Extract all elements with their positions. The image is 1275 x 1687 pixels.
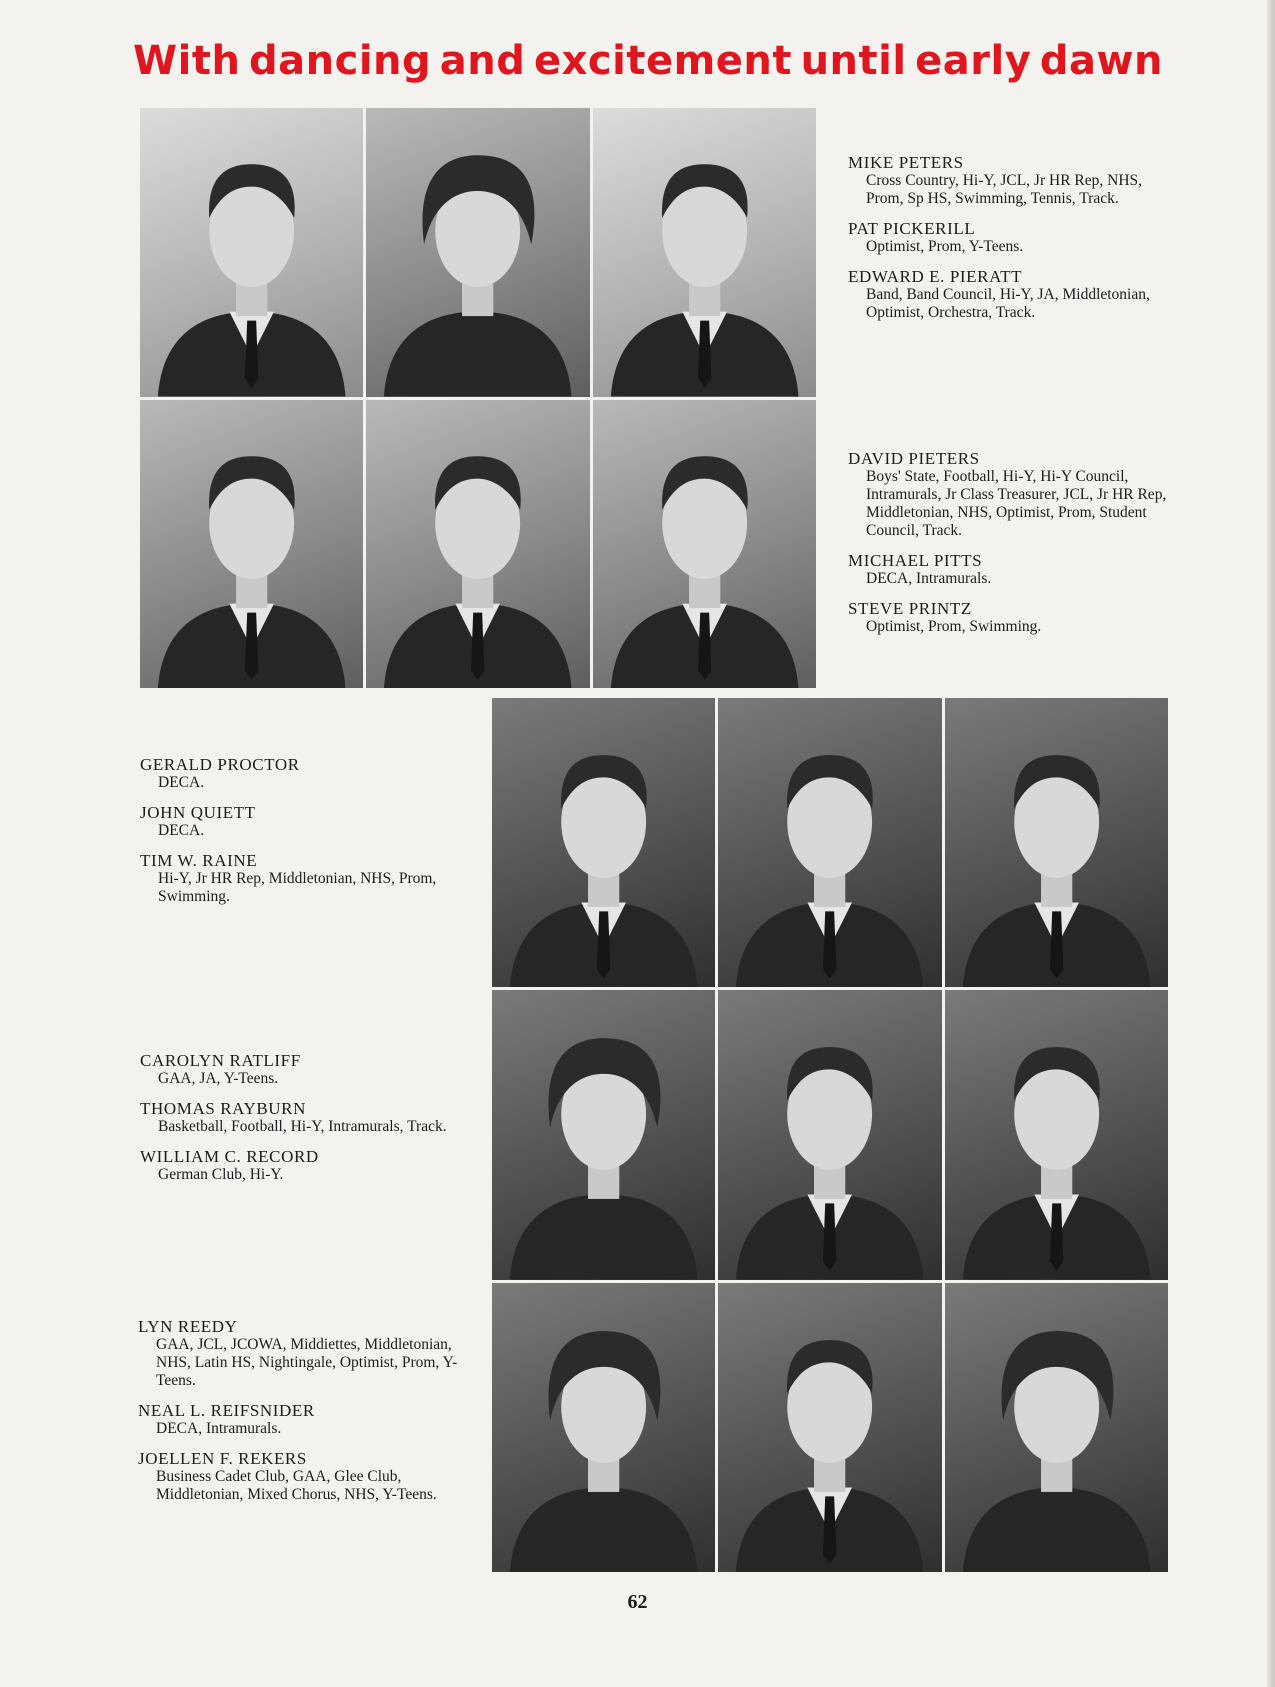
student-portrait bbox=[492, 1283, 715, 1572]
student-portrait bbox=[593, 108, 816, 397]
student-entry bbox=[140, 1052, 470, 1088]
student-activities: Boys' State, Football, Hi-Y, Hi-Y Council, Intramurals, Jr Class Treasurer, JCL, Jr HR Rep, Middletonian, NHS, Optimist, Prom, Student Council, Track. bbox=[866, 468, 1167, 539]
student-name: JOELLEN F. REKERS bbox=[138, 1449, 307, 1468]
headline-word: early bbox=[915, 38, 1032, 84]
student-activities: DECA, Intramurals. bbox=[156, 1420, 282, 1437]
student-portrait bbox=[718, 990, 941, 1279]
student-portrait bbox=[492, 990, 715, 1279]
caption-group bbox=[138, 1318, 470, 1516]
student-portrait bbox=[366, 400, 589, 689]
student-name: DAVID PIETERS bbox=[848, 449, 980, 468]
student-name: STEVE PRINTZ bbox=[848, 599, 972, 618]
student-portrait bbox=[366, 108, 589, 397]
student-activities: GAA, JCL, JCOWA, Middiettes, Middletonian, NHS, Latin HS, Nightingale, Optimist, Prom, Y-Teens. bbox=[156, 1336, 458, 1389]
student-name: GERALD PROCTOR bbox=[140, 755, 300, 774]
student-portrait bbox=[593, 400, 816, 689]
page-number: 62 bbox=[627, 1591, 648, 1613]
student-portrait bbox=[140, 400, 363, 689]
student-activities: DECA. bbox=[158, 774, 205, 791]
portrait-grid-bottom bbox=[492, 698, 1168, 1572]
student-portrait bbox=[945, 1283, 1168, 1572]
student-activities: Optimist, Prom, Y-Teens. bbox=[866, 238, 1024, 255]
student-portrait bbox=[945, 990, 1168, 1279]
page-headline bbox=[133, 38, 1163, 84]
page-edge bbox=[1267, 0, 1275, 1687]
student-entry bbox=[140, 1148, 470, 1184]
student-entry bbox=[848, 220, 1178, 256]
caption-group bbox=[848, 450, 1178, 648]
student-name: MICHAEL PITTS bbox=[848, 551, 983, 570]
student-name: JOHN QUIETT bbox=[140, 803, 256, 822]
caption-group bbox=[848, 154, 1178, 334]
student-portrait bbox=[945, 698, 1168, 987]
student-portrait bbox=[492, 698, 715, 987]
caption-group bbox=[140, 756, 470, 918]
headline-word: dancing bbox=[249, 38, 432, 84]
headline-word: With bbox=[133, 38, 241, 84]
student-name: EDWARD E. PIERATT bbox=[848, 267, 1023, 286]
student-name: THOMAS RAYBURN bbox=[140, 1099, 306, 1118]
student-portrait bbox=[718, 698, 941, 987]
student-name: PAT PICKERILL bbox=[848, 219, 976, 238]
student-activities: German Club, Hi-Y. bbox=[158, 1166, 284, 1183]
student-activities: Business Cadet Club, GAA, Glee Club, Middletonian, Mixed Chorus, NHS, Y-Teens. bbox=[156, 1468, 437, 1503]
headline-word: excitement bbox=[533, 38, 792, 84]
student-entry bbox=[140, 756, 470, 792]
student-entry bbox=[140, 852, 470, 906]
student-entry bbox=[848, 450, 1178, 540]
student-activities: GAA, JA, Y-Teens. bbox=[158, 1070, 279, 1087]
student-activities: DECA, Intramurals. bbox=[866, 570, 992, 587]
caption-group bbox=[140, 1052, 470, 1196]
student-activities: Band, Band Council, Hi-Y, JA, Middletonian, Optimist, Orchestra, Track. bbox=[866, 286, 1150, 321]
student-entry bbox=[848, 154, 1178, 208]
student-name: NEAL L. REIFSNIDER bbox=[138, 1401, 315, 1420]
headline-word: dawn bbox=[1039, 38, 1163, 84]
student-activities: Optimist, Prom, Swimming. bbox=[866, 618, 1042, 635]
student-portrait bbox=[718, 1283, 941, 1572]
student-name: LYN REEDY bbox=[138, 1317, 238, 1336]
student-entry bbox=[848, 552, 1178, 588]
student-entry bbox=[848, 600, 1178, 636]
student-entry bbox=[140, 1100, 470, 1136]
student-entry bbox=[140, 804, 470, 840]
student-activities: DECA. bbox=[158, 822, 205, 839]
headline-word: and bbox=[439, 38, 526, 84]
student-entry bbox=[138, 1318, 470, 1390]
headline-word: until bbox=[800, 38, 907, 84]
student-name: WILLIAM C. RECORD bbox=[140, 1147, 319, 1166]
student-name: TIM W. RAINE bbox=[140, 851, 258, 870]
student-entry bbox=[848, 268, 1178, 322]
student-portrait bbox=[140, 108, 363, 397]
student-name: CAROLYN RATLIFF bbox=[140, 1051, 301, 1070]
student-activities: Cross Country, Hi-Y, JCL, Jr HR Rep, NHS, Prom, Sp HS, Swimming, Tennis, Track. bbox=[866, 172, 1143, 207]
student-activities: Basketball, Football, Hi-Y, Intramurals, Track. bbox=[158, 1118, 447, 1135]
student-name: MIKE PETERS bbox=[848, 153, 964, 172]
student-entry bbox=[138, 1450, 470, 1504]
portrait-grid-top bbox=[140, 108, 816, 688]
student-entry bbox=[138, 1402, 470, 1438]
student-activities: Hi-Y, Jr HR Rep, Middletonian, NHS, Prom, Swimming. bbox=[158, 870, 437, 905]
